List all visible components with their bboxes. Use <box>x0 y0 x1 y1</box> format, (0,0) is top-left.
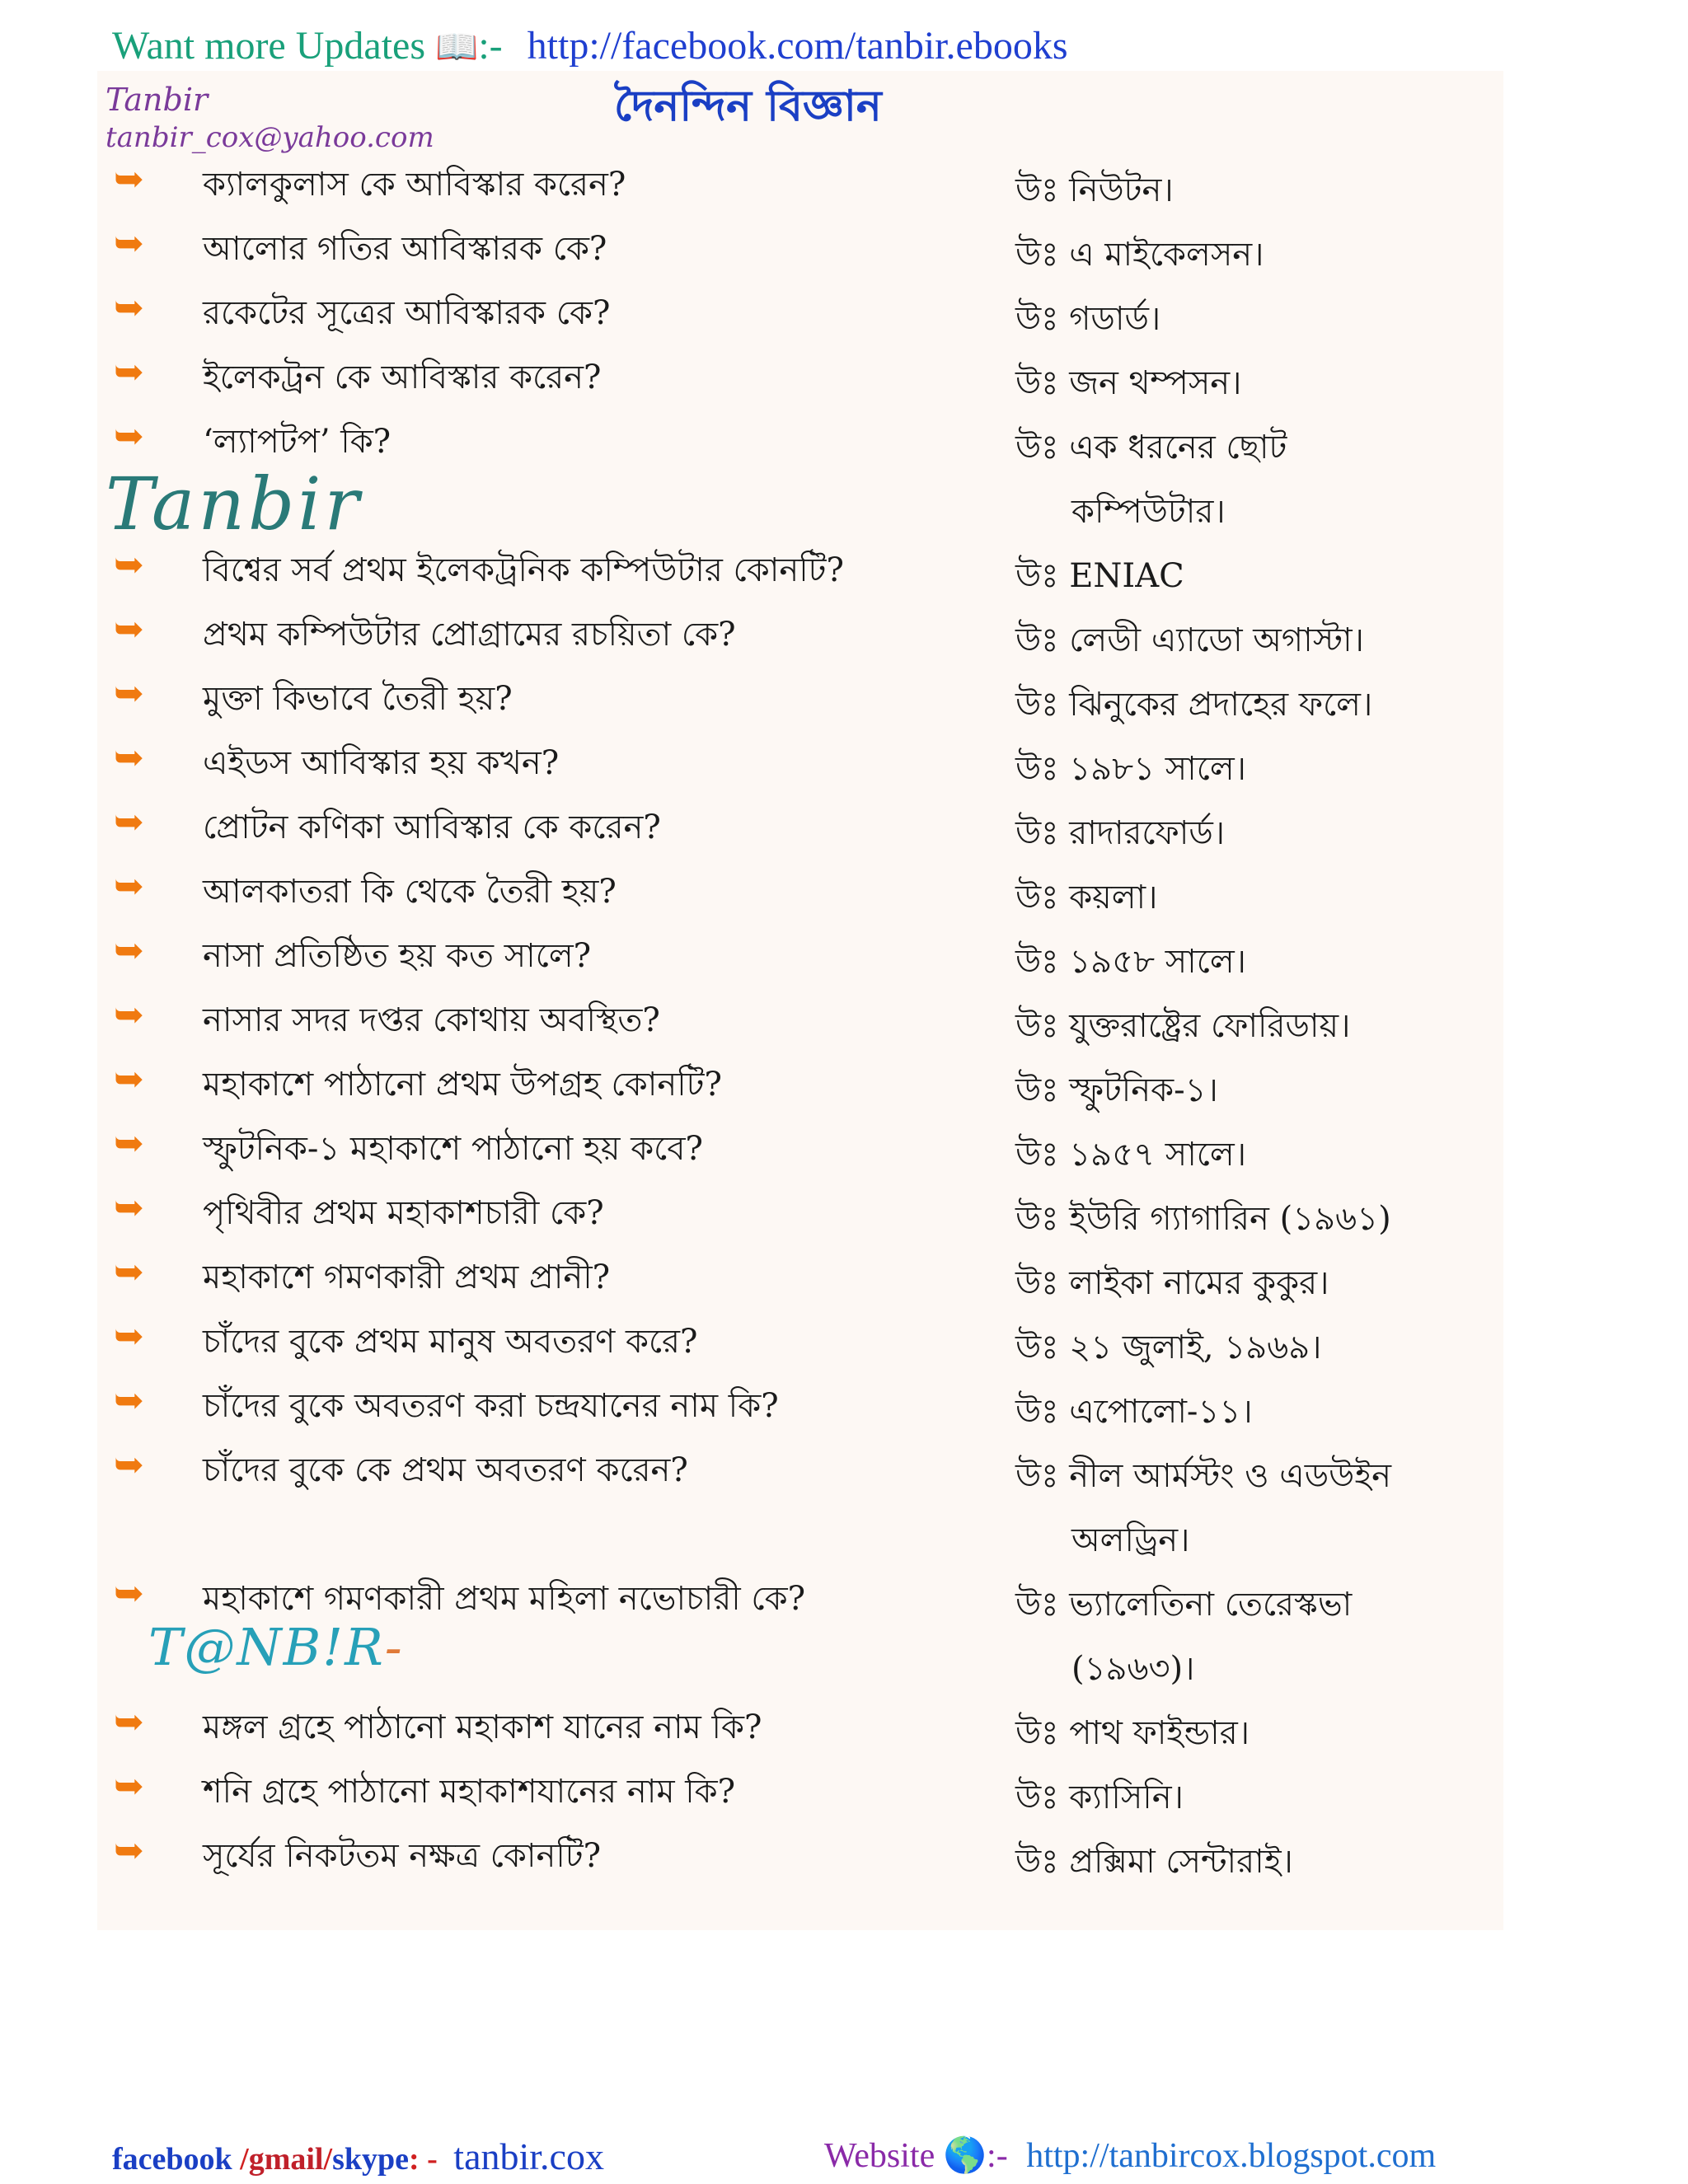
answer-line: উঃ এক ধরনের ছোট <box>1015 429 1287 466</box>
arrow-right-icon: ➥ <box>114 1701 144 1743</box>
question-text: নাসার সদর দপ্তর কোথায় অবস্থিত? <box>203 1001 660 1039</box>
arrow-right-icon: ➥ <box>114 158 144 200</box>
page-title: দৈনন্দিন বিজ্ঞান <box>614 81 882 131</box>
watermark-stylized-tail: - <box>384 1617 404 1677</box>
arrow-right-icon: ➥ <box>114 287 144 329</box>
arrow-right-icon: ➥ <box>114 223 144 265</box>
arrow-right-icon: ➥ <box>114 544 144 586</box>
answer-text <box>1015 608 1510 673</box>
footer-contacts: facebook /gmail/skype: - tanbir.cox <box>112 2135 604 2177</box>
question-text: নাসা প্রতিষ্ঠিত হয় কত সালে? <box>203 937 592 975</box>
answer-text <box>1015 1251 1510 1315</box>
arrow-right-icon: ➥ <box>114 1315 144 1357</box>
watermark-name: Tanbir <box>106 82 209 118</box>
website-link[interactable]: http://tanbircox.blogspot.com <box>1026 2137 1437 2175</box>
question-text: মহাকাশে গমণকারী প্রথম মহিলা নভোচারী কে? <box>203 1580 806 1618</box>
answer-line: উঃ এপোলো-১১। <box>1015 1393 1253 1431</box>
updates-separator: :- <box>478 24 503 68</box>
question-text: প্রোটন কণিকা আবিস্কার কে করেন? <box>203 808 661 846</box>
answer-text <box>1015 1058 1510 1122</box>
arrow-right-icon: ➥ <box>114 1765 144 1807</box>
question-text: শনি গ্রহে পাঠানো মহাকাশযানের নাম কি? <box>203 1773 736 1811</box>
arrow-right-icon: ➥ <box>114 1830 144 1872</box>
answer-text <box>1015 287 1510 351</box>
answer-text <box>1015 415 1510 544</box>
question-text: ক্যালকুলাস কে আবিস্কার করেন? <box>203 166 626 204</box>
answer-text <box>1015 930 1510 994</box>
answer-line: উঃ জন থম্পসন। <box>1015 364 1242 402</box>
arrow-right-icon: ➥ <box>114 1444 144 1486</box>
question-text: ইলেকট্রন কে আবিস্কার করেন? <box>203 359 602 396</box>
answer-continuation: (১৯৬৩)। <box>1071 1650 1195 1688</box>
answer-line: উঃ ক্যাসিনি। <box>1015 1779 1184 1816</box>
answer-continuation: অলড্রিন। <box>1071 1521 1190 1559</box>
answer-text <box>1015 1122 1510 1187</box>
globe-icon: 🌎 <box>943 2135 987 2175</box>
footer-gmail: gmail <box>248 2142 324 2177</box>
answer-text <box>1015 1444 1510 1572</box>
question-text: মুক্তা কিভাবে তৈরী হয়? <box>203 680 513 718</box>
answer-line: উঃ কয়লা। <box>1015 879 1158 916</box>
answer-text <box>1015 737 1510 801</box>
footer-handle-separator: : - <box>408 2142 438 2177</box>
question-text: এইডস আবিস্কার হয় কখন? <box>203 744 560 782</box>
arrow-right-icon: ➥ <box>114 994 144 1036</box>
arrow-right-icon: ➥ <box>114 1380 144 1422</box>
answer-line: উঃ যুক্তরাষ্ট্রের ফোরিডায়। <box>1015 1007 1351 1045</box>
answer-text <box>1015 1701 1510 1765</box>
arrow-right-icon: ➥ <box>114 930 144 972</box>
answer-line: উঃ লেডী এ্যাডো অগাস্টা। <box>1015 621 1364 659</box>
answer-text <box>1015 1572 1510 1701</box>
arrow-right-icon: ➥ <box>114 1187 144 1229</box>
footer-skype: skype <box>332 2142 409 2177</box>
question-text: চাঁদের বুকে প্রথম মানুষ অবতরণ করে? <box>203 1323 698 1361</box>
question-text: মহাকাশে পাঠানো প্রথম উপগ্রহ কোনটি? <box>203 1066 722 1104</box>
question-text: স্ফুটনিক-১ মহাকাশে পাঠানো হয় কবে? <box>203 1130 703 1168</box>
answer-line: উঃ নীল আর্মস্টং ও এডউইন <box>1015 1457 1392 1495</box>
arrow-right-icon: ➥ <box>114 1251 144 1293</box>
answer-text <box>1015 1187 1510 1251</box>
updates-label: Want more Updates <box>112 24 426 68</box>
question-text: আলকাতরা কি থেকে তৈরী হয়? <box>203 873 617 911</box>
website-separator: :- <box>987 2137 1008 2175</box>
watermark-email: tanbir_cox@yahoo.com <box>106 121 434 154</box>
book-icon: 📖 <box>435 26 479 67</box>
watermark-stylized-text: T@NB!R <box>148 1617 385 1677</box>
watermark-large: Tanbir <box>106 462 363 546</box>
arrow-right-icon: ➥ <box>114 801 144 843</box>
question-text: প্রথম কম্পিউটার প্রোগ্রামের রচয়িতা কে? <box>203 616 736 654</box>
answer-text <box>1015 1315 1510 1380</box>
answer-text <box>1015 994 1510 1058</box>
website-label: Website <box>824 2137 935 2175</box>
answer-line: উঃ ১৯৫৮ সালে। <box>1015 943 1246 981</box>
answer-line: উঃ ভ্যালেতিনা তেরেস্কভা <box>1015 1586 1353 1624</box>
answer-text <box>1015 801 1510 865</box>
answer-line: উঃ ইউরি গ্যাগারিন (১৯৬১) <box>1015 1200 1391 1238</box>
answer-line: উঃ ঝিনুকের প্রদাহের ফলে। <box>1015 686 1373 724</box>
answer-text <box>1015 1380 1510 1444</box>
arrow-right-icon: ➥ <box>114 415 144 457</box>
answer-text <box>1015 158 1510 223</box>
question-text: পৃথিবীর প্রথম মহাকাশচারী কে? <box>203 1194 604 1232</box>
answer-line: উঃ রাদারফোর্ড। <box>1015 814 1226 852</box>
answer-line: উঃ গডার্ড। <box>1015 300 1161 338</box>
answer-line: উঃ ENIAC <box>1015 557 1184 595</box>
answer-line: উঃ নিউটন। <box>1015 171 1174 209</box>
arrow-right-icon: ➥ <box>114 351 144 393</box>
question-text: রকেটের সূত্রের আবিস্কারক কে? <box>203 294 611 332</box>
arrow-right-icon: ➥ <box>114 737 144 779</box>
question-text: আলোর গতির আবিস্কারক কে? <box>203 230 607 268</box>
answer-text <box>1015 1765 1510 1830</box>
arrow-right-icon: ➥ <box>114 1122 144 1165</box>
answer-line: উঃ লাইকা নামের কুকুর। <box>1015 1264 1329 1302</box>
arrow-right-icon: ➥ <box>114 608 144 650</box>
answer-line: উঃ এ মাইকেলসন। <box>1015 236 1264 274</box>
answer-text <box>1015 1830 1510 1894</box>
answer-text <box>1015 673 1510 737</box>
facebook-link[interactable]: http://facebook.com/tanbir.ebooks <box>527 24 1068 68</box>
footer-facebook: facebook <box>112 2142 232 2177</box>
answer-line: উঃ পাথ ফাইন্ডার। <box>1015 1714 1250 1752</box>
answer-line: উঃ ১৯৮১ সালে। <box>1015 750 1246 788</box>
answer-text <box>1015 865 1510 930</box>
question-text: চাঁদের বুকে কে প্রথম অবতরণ করেন? <box>203 1451 688 1489</box>
answer-text <box>1015 544 1510 608</box>
footer-website <box>824 2135 1436 2176</box>
answer-line: উঃ ১৯৫৭ সালে। <box>1015 1136 1246 1174</box>
answer-text <box>1015 351 1510 415</box>
question-text: ‘ল্যাপটপ’ কি? <box>203 423 392 461</box>
answer-text <box>1015 223 1510 287</box>
arrow-right-icon: ➥ <box>114 865 144 907</box>
arrow-right-icon: ➥ <box>114 673 144 715</box>
answer-continuation: কম্পিউটার। <box>1071 493 1226 531</box>
arrow-right-icon: ➥ <box>114 1058 144 1100</box>
arrow-right-icon: ➥ <box>114 1572 144 1615</box>
footer-handle: tanbir.cox <box>453 2135 604 2177</box>
answer-line: উঃ ২১ জুলাই, ১৯৬৯। <box>1015 1329 1322 1366</box>
question-text: চাঁদের বুকে অবতরণ করা চন্দ্রযানের নাম কি? <box>203 1387 779 1425</box>
answer-line: উঃ প্রক্সিমা সেন্টারাই। <box>1015 1843 1293 1881</box>
question-text: সূর্যের নিকটতম নক্ষত্র কোনটি? <box>203 1837 602 1875</box>
question-text: বিশ্বের সর্ব প্রথম ইলেকট্রনিক কম্পিউটার কোনটি? <box>203 551 844 589</box>
question-text: মহাকাশে গমণকারী প্রথম প্রানী? <box>203 1258 611 1296</box>
answer-line: উঃ স্ফুটনিক-১। <box>1015 1071 1218 1109</box>
question-text: মঙ্গল গ্রহে পাঠানো মহাকাশ যানের নাম কি? <box>203 1708 762 1746</box>
